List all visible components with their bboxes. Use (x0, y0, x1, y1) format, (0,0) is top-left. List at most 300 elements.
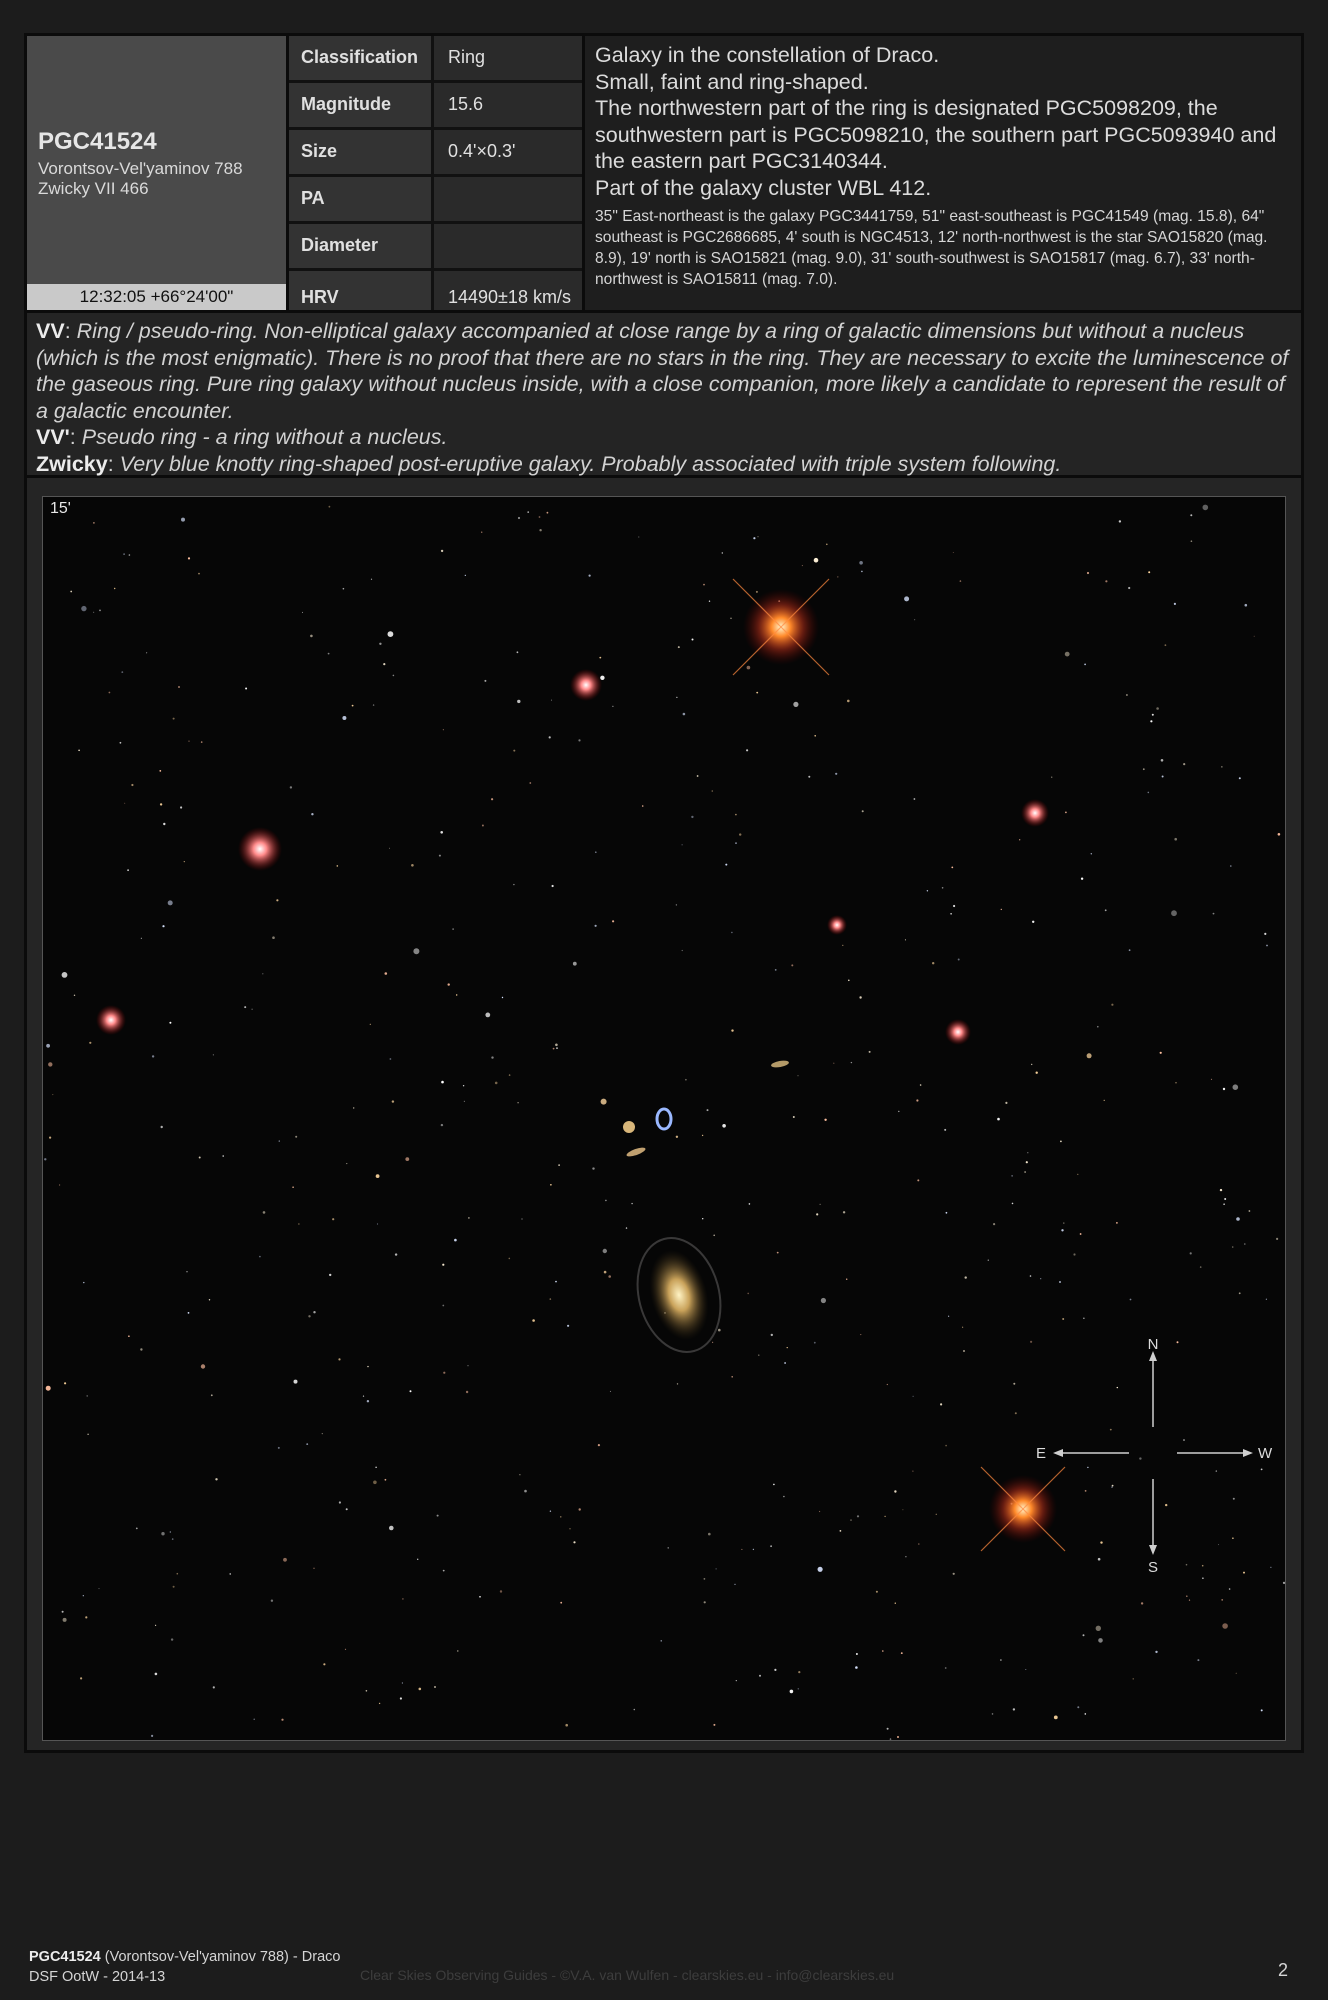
field-star (1162, 776, 1164, 778)
field-star (1025, 1669, 1026, 1670)
field-star (965, 1276, 967, 1278)
field-star (601, 1099, 607, 1105)
field-star (343, 588, 345, 590)
note-label: VV' (36, 425, 70, 450)
field-star (1165, 1504, 1167, 1506)
field-star (1221, 1599, 1223, 1601)
field-star (1031, 1064, 1032, 1065)
field-star (1000, 1659, 1002, 1661)
field-star (328, 653, 330, 655)
field-star (567, 1325, 569, 1327)
field-star (718, 1329, 721, 1332)
field-star (1087, 572, 1089, 574)
description-line: The northwestern part of the ring is designated PGC5098209, the southwestern part is PGC5098210, the southern part PGC5093940 and the eastern part PGC3140344. (595, 96, 1277, 173)
field-star (1239, 1292, 1241, 1294)
field-star (773, 1484, 775, 1486)
neighbors-text: 35" East-northeast is the galaxy PGC3441759, 51" east-southeast is PGC41549 (mag. 15.8), 64" southeast is PGC2686685, 4' south is NGC4513, 12' north-northwest is the star SAO15820 (mag. 8.9), 19' north is SAO15821 (mag. 9.0), 31' south-southwest is SAO15817 (mag. 6.7), 33' north-northwest is SAO15811 (mag. 7.0). (595, 208, 1268, 288)
field-star (87, 1434, 88, 1435)
field-star (819, 1511, 820, 1512)
field-star (826, 544, 828, 546)
field-star (376, 1174, 380, 1178)
field-star (1141, 1602, 1143, 1604)
field-star (1087, 1053, 1092, 1058)
field-star (390, 1058, 392, 1060)
field-star (201, 741, 203, 743)
field-star (371, 579, 372, 580)
field-star (950, 913, 952, 915)
field-star (599, 657, 601, 659)
field-star (295, 1136, 297, 1138)
field-star (798, 1671, 800, 1673)
field-star (741, 1549, 742, 1550)
field-star (692, 639, 694, 641)
field-star (556, 1047, 558, 1049)
field-star (894, 1490, 896, 1492)
field-star (1062, 1318, 1064, 1320)
field-star (85, 1616, 87, 1618)
field-star (578, 739, 580, 741)
field-star (457, 1650, 458, 1651)
field-star (172, 1538, 174, 1540)
field-star (676, 1136, 678, 1138)
field-star (379, 1703, 380, 1704)
note-text: Very blue knotty ring-shaped post-eruptive galaxy. Probably associated with triple system following. (119, 451, 1062, 476)
field-star (550, 1184, 552, 1186)
field-star (749, 1203, 751, 1205)
field-star (311, 813, 313, 815)
field-star (1073, 1253, 1075, 1255)
field-star (704, 1601, 706, 1603)
field-star (993, 1223, 995, 1225)
field-star (213, 1054, 214, 1055)
field-star (169, 1022, 171, 1024)
field-star (524, 1490, 527, 1493)
field-star (1200, 1266, 1202, 1268)
field-star (1126, 694, 1128, 696)
field-star (550, 1511, 551, 1512)
field-star (519, 1474, 520, 1475)
field-star (661, 1640, 662, 1641)
field-star (759, 1675, 761, 1677)
field-star (848, 980, 850, 982)
field-star (927, 890, 928, 891)
property-value: 15.6 (448, 94, 484, 114)
field-star (857, 1515, 859, 1517)
field-star (1189, 1600, 1190, 1601)
field-star (281, 1719, 283, 1721)
field-star (962, 1327, 963, 1328)
field-star (747, 1293, 749, 1295)
field-star (377, 1223, 378, 1224)
field-star (1015, 1412, 1017, 1414)
field-star (99, 1588, 100, 1589)
field-star (731, 1029, 733, 1031)
field-star (484, 680, 486, 682)
field-star (388, 631, 394, 637)
field-star (306, 1443, 308, 1445)
field-star (918, 1543, 920, 1545)
field-star (78, 750, 80, 752)
field-star (1077, 1706, 1079, 1708)
property-row (289, 83, 582, 130)
field-star (1223, 1203, 1225, 1205)
field-star (123, 553, 125, 555)
note-text: Ring / pseudo-ring. Non-elliptical galaxy accompanied at close range by a ring of galactic dimensions but without a nucleus (which is the most enigmatic). There is no proof that there are no stars in the ring. They are necessary to excite the luminescence of the gaseous ring. Pure ring galaxy without nucleus inside, with a close companion, more likely a candidate to represent the result of a galactic encounter. (36, 319, 1289, 423)
field-star (555, 1281, 557, 1283)
field-star (383, 663, 385, 665)
field-star (890, 1738, 892, 1740)
field-star (1230, 865, 1232, 867)
field-star (560, 1516, 561, 1517)
field-star (945, 1667, 947, 1669)
field-star (753, 537, 755, 539)
field-star (1216, 1470, 1217, 1471)
field-star (522, 1219, 523, 1220)
field-star (746, 749, 748, 751)
field-star (951, 867, 953, 869)
field-star (441, 550, 443, 552)
field-star (308, 1315, 310, 1317)
field-star (963, 1350, 965, 1352)
background-stars (44, 505, 1285, 1740)
field-star (753, 1549, 754, 1550)
field-star (48, 1062, 52, 1066)
field-star (1130, 1299, 1132, 1301)
property-row (289, 271, 582, 310)
field-star (338, 1358, 340, 1360)
field-star (1080, 1233, 1082, 1235)
field-star (722, 1124, 726, 1128)
field-star (555, 1044, 558, 1047)
footer-object-name: PGC41524 (29, 1949, 101, 1965)
field-star (1119, 520, 1121, 522)
field-star (329, 506, 331, 508)
field-star (62, 1611, 64, 1613)
field-star (816, 1213, 818, 1215)
field-star (127, 869, 129, 871)
field-star (1026, 1161, 1028, 1163)
field-star (936, 1514, 937, 1515)
property-row (289, 224, 582, 271)
field-star (598, 1444, 600, 1446)
field-star (1085, 1713, 1087, 1715)
field-star (997, 1118, 1000, 1121)
bright-star (733, 579, 829, 675)
note-separator: : (69, 425, 82, 450)
field-star (1060, 1141, 1062, 1143)
field-star (1117, 1387, 1118, 1388)
field-star (902, 1509, 903, 1510)
field-star (491, 1056, 493, 1058)
field-star (513, 750, 515, 752)
field-star (1013, 1383, 1015, 1385)
field-star (862, 810, 864, 812)
field-star (86, 1395, 88, 1397)
field-star (373, 1481, 377, 1485)
field-star (173, 718, 175, 720)
property-key: Size (301, 141, 338, 161)
field-star (181, 518, 185, 522)
catalog-notes (27, 310, 1301, 478)
field-star (682, 950, 683, 951)
field-star (631, 1203, 632, 1204)
field-star (80, 1677, 82, 1679)
field-star (552, 885, 554, 887)
catalog-note (36, 318, 1293, 424)
field-star (128, 1335, 130, 1337)
field-star (1160, 1052, 1162, 1054)
field-star (1030, 1275, 1032, 1277)
field-star (441, 1124, 443, 1126)
field-star (276, 899, 278, 901)
description-panel (582, 36, 1301, 310)
field-star (1019, 839, 1020, 840)
compass-east-label: E (1035, 1445, 1046, 1462)
field-star (668, 1547, 669, 1548)
field-star (1249, 1210, 1251, 1212)
bright-star (96, 1005, 126, 1035)
field-star (1202, 1565, 1204, 1567)
field-star (271, 1600, 273, 1602)
field-star (63, 1618, 67, 1622)
field-star (1177, 1341, 1179, 1343)
field-star (837, 576, 838, 577)
field-star (887, 1728, 889, 1730)
field-star (468, 1365, 469, 1366)
field-star (905, 939, 906, 940)
field-star (417, 1559, 418, 1560)
field-star (756, 591, 758, 593)
property-row (289, 130, 582, 177)
field-star (1221, 766, 1222, 767)
field-star (898, 1111, 899, 1112)
field-star (184, 861, 185, 862)
field-star (1218, 1544, 1219, 1545)
field-star (481, 532, 482, 533)
field-star (518, 517, 520, 519)
field-star (550, 1298, 552, 1300)
field-star (859, 561, 863, 565)
field-star (946, 1212, 948, 1214)
field-star (704, 1578, 706, 1580)
field-star (131, 784, 133, 786)
field-star (917, 1179, 919, 1181)
field-star (339, 1501, 341, 1503)
bright-star (238, 827, 282, 871)
field-star (953, 552, 954, 553)
field-star (677, 1383, 678, 1384)
field-star (912, 1471, 913, 1472)
field-star (443, 1570, 445, 1572)
field-star (188, 1312, 190, 1314)
field-star (682, 844, 683, 845)
field-star (245, 688, 247, 690)
field-star (1054, 1716, 1058, 1720)
bright-star (981, 1467, 1065, 1551)
field-star (188, 741, 189, 742)
field-star (1011, 1175, 1012, 1176)
field-star (1013, 1708, 1015, 1710)
field-star (437, 1515, 439, 1517)
note-label: VV (36, 319, 65, 343)
field-star (151, 1735, 153, 1737)
field-star (49, 1137, 51, 1139)
scale-label: 15' (50, 500, 71, 517)
field-star (405, 1157, 409, 1161)
field-star (83, 1595, 84, 1596)
field-star (263, 1211, 266, 1214)
field-star (775, 969, 777, 971)
field-star (1156, 707, 1159, 710)
field-star (579, 1508, 581, 1510)
field-star (1139, 1457, 1141, 1459)
field-star (861, 571, 863, 573)
field-star (798, 1688, 799, 1689)
property-key-cell (289, 271, 434, 310)
field-star (1264, 933, 1266, 935)
field-star (1245, 604, 1248, 607)
ring-galaxy-pgc41524 (657, 1109, 671, 1129)
field-star (735, 842, 737, 844)
field-star (209, 1299, 210, 1300)
field-star (697, 775, 699, 777)
field-star (1105, 909, 1107, 911)
field-star (1278, 833, 1281, 836)
field-star (1012, 1203, 1014, 1205)
field-star (346, 1508, 348, 1510)
field-star (491, 798, 493, 800)
field-star (70, 591, 72, 593)
field-star (279, 1140, 280, 1141)
field-star (791, 964, 793, 966)
field-star (485, 1013, 490, 1018)
field-star (443, 729, 444, 730)
companion-galaxy (623, 1121, 635, 1133)
field-star (1223, 1088, 1225, 1090)
field-star (1077, 1174, 1078, 1175)
property-key-cell (289, 224, 434, 268)
field-star (560, 1602, 562, 1604)
field-star (495, 1082, 498, 1085)
bright-star (1021, 799, 1049, 827)
field-star (160, 803, 162, 805)
field-star (81, 606, 86, 611)
field-star (1186, 1595, 1188, 1597)
property-key-cell (289, 83, 434, 127)
field-star (152, 1055, 154, 1057)
field-star (1111, 1486, 1113, 1488)
field-star (370, 1024, 371, 1025)
property-key-cell (289, 130, 434, 174)
field-star (509, 1258, 511, 1260)
field-star (676, 904, 677, 905)
field-star (793, 702, 798, 707)
property-row (289, 36, 582, 83)
field-star (188, 557, 190, 559)
field-star (592, 1167, 594, 1169)
field-star (1190, 1252, 1192, 1254)
field-star (1129, 949, 1131, 951)
field-star (479, 1596, 481, 1598)
field-star (558, 1164, 560, 1166)
field-star (366, 1690, 368, 1692)
field-star (573, 1541, 575, 1543)
field-star (178, 686, 180, 688)
field-star (1148, 571, 1150, 573)
field-star (99, 610, 101, 612)
field-star (820, 1204, 821, 1205)
field-star (610, 1391, 611, 1392)
field-star (1191, 540, 1193, 542)
field-star (302, 612, 303, 613)
field-star (793, 1116, 795, 1118)
field-star (758, 536, 759, 537)
property-row (289, 177, 582, 224)
field-star (914, 798, 916, 800)
field-star (509, 1074, 511, 1076)
field-star (565, 1724, 568, 1727)
field-star (44, 1158, 46, 1160)
field-star (466, 1391, 468, 1393)
field-star (161, 1126, 163, 1128)
property-key: PA (301, 188, 325, 208)
field-star (604, 1271, 607, 1274)
field-star (1211, 1079, 1212, 1080)
field-star (323, 1663, 325, 1665)
field-star (1233, 1084, 1239, 1090)
field-star (411, 864, 414, 867)
field-star (691, 816, 693, 818)
field-star (603, 1249, 607, 1253)
field-star (1161, 759, 1164, 762)
field-star (180, 806, 182, 808)
field-star (155, 1673, 158, 1676)
field-star (162, 925, 164, 927)
field-star (942, 887, 944, 889)
field-star (589, 575, 591, 577)
field-star (725, 864, 727, 866)
field-star (702, 1135, 703, 1136)
field-star (434, 1686, 436, 1688)
field-star (529, 782, 531, 784)
field-star (835, 773, 837, 775)
field-star (1165, 644, 1167, 646)
field-star (1148, 792, 1150, 794)
field-star (846, 1279, 847, 1280)
field-star (847, 700, 850, 703)
header-panel (27, 36, 1301, 310)
field-star (612, 920, 614, 922)
field-star (441, 1081, 444, 1084)
field-star (93, 612, 94, 613)
field-star (730, 618, 732, 620)
field-star (722, 552, 723, 553)
field-star (1244, 1243, 1246, 1245)
object-name: PGC41524 (38, 128, 157, 155)
field-star (860, 1334, 861, 1335)
field-star (777, 1252, 779, 1254)
field-star (1213, 913, 1215, 915)
field-star (367, 1366, 368, 1367)
field-star (573, 962, 577, 966)
page-frame (24, 33, 1304, 1753)
field-star (1084, 664, 1086, 666)
field-star (532, 1319, 535, 1322)
field-star (1183, 763, 1185, 765)
field-star (940, 1403, 942, 1405)
field-star (1083, 1634, 1085, 1636)
footer-credit: Clear Skies Observing Guides - ©V.A. van Wulfen - clearskies.eu - info@clearskies.eu (360, 1967, 895, 1983)
